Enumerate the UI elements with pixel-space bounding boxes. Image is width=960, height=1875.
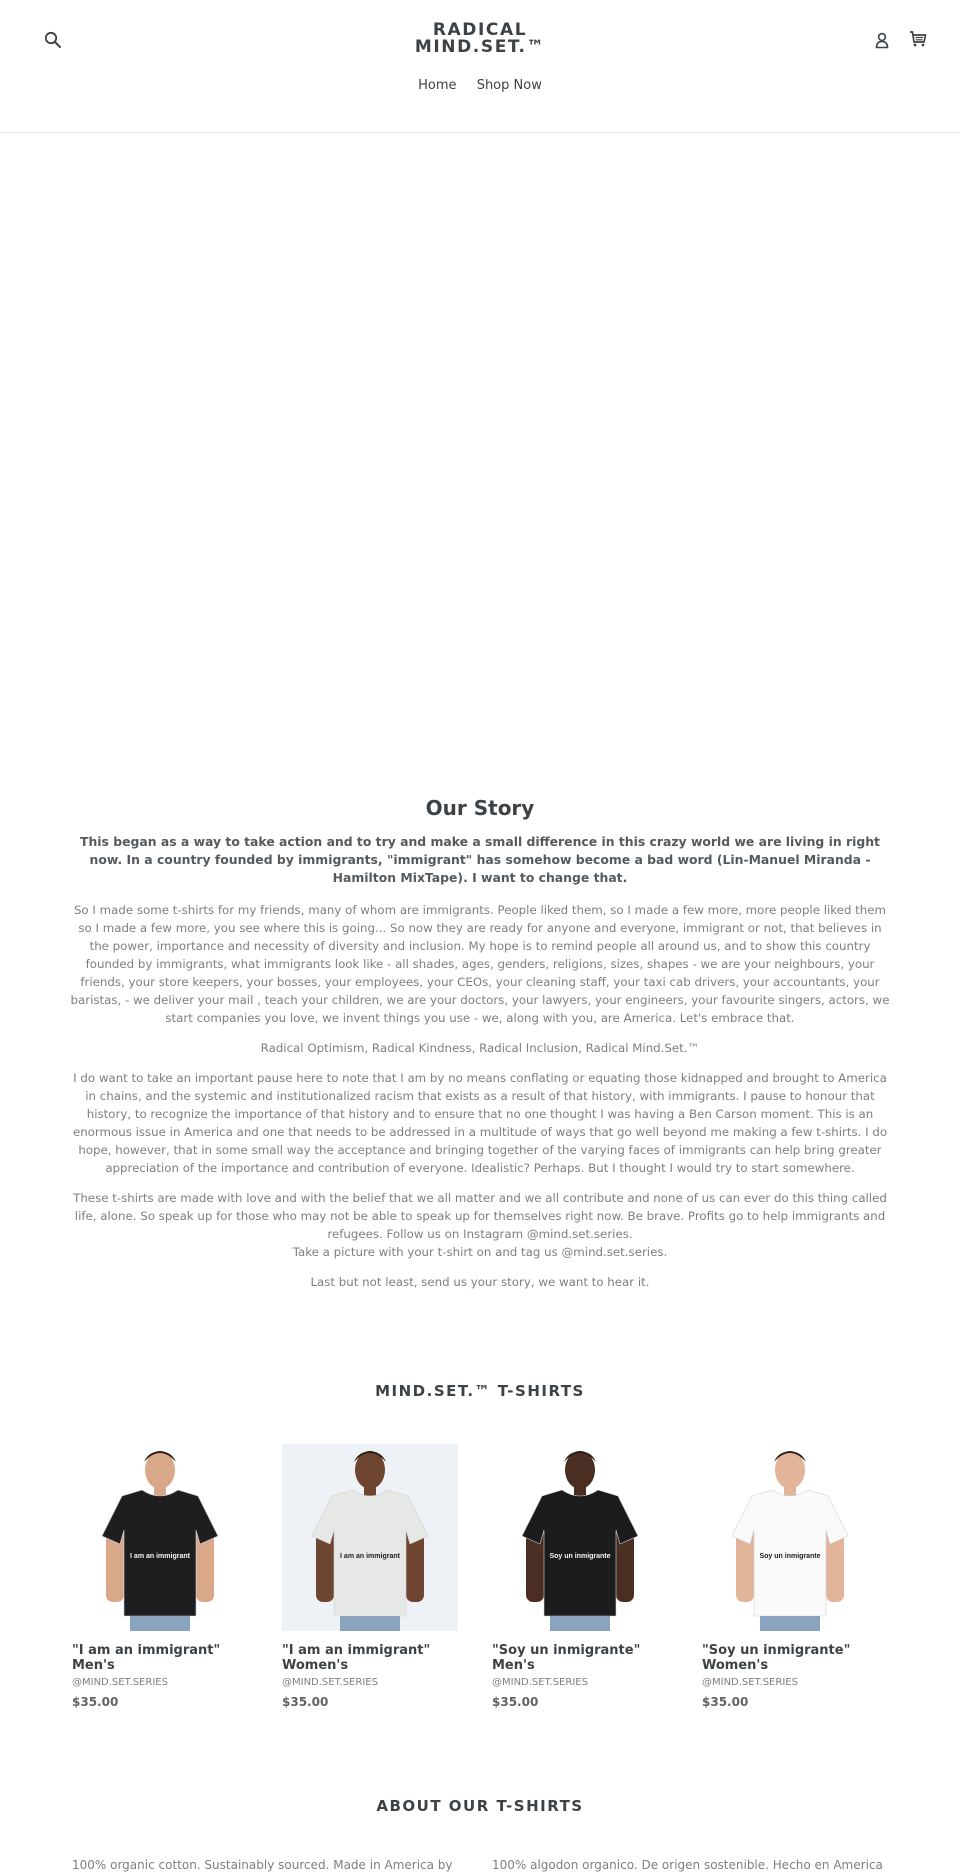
account-icon[interactable] (873, 30, 891, 50)
product-title[interactable]: "Soy un inmigrante" Men's (492, 1643, 641, 1673)
collection-title: MIND.SET.™ T-SHIRTS (375, 1382, 585, 1400)
logo-line-1: RADICAL (432, 20, 528, 40)
product-vendor: @MIND.SET.SERIES (282, 1677, 378, 1688)
product-card[interactable] (492, 1444, 682, 1709)
story-paragraph: Last but not least, send us your story, we want to hear it. (310, 1275, 650, 1289)
product-title[interactable]: "I am an immigrant" Men's (72, 1643, 221, 1673)
hero-image (0, 134, 960, 754)
tshirt-model-illustration (492, 1444, 668, 1631)
product-grid (72, 1444, 888, 1724)
shirt-print-text: I am an immigrant (340, 1553, 400, 1560)
product-image[interactable] (72, 1444, 248, 1631)
product-price: $35.00 (72, 1695, 119, 1709)
product-vendor: @MIND.SET.SERIES (72, 1677, 168, 1688)
tshirt-model-illustration (282, 1444, 458, 1631)
nav-home-link[interactable]: Home (418, 78, 457, 93)
story-text: Take a picture with your t-shirt on and tag us @mind.set.series. (292, 1245, 668, 1259)
about-text-english: 100% organic cotton. Sustainably sourced. Made in America by (72, 1858, 453, 1872)
product-card[interactable] (282, 1444, 472, 1709)
product-title[interactable]: "Soy un inmigrante" Women's (702, 1643, 851, 1673)
story-lead: This began as a way to take action and to try and make a small difference in this crazy world we are living in right now. In a country founded by immigrants, "immigrant" has somehow become a bad word (Lin-Manuel Miranda - Hamilton MixTape). I want to change that. (80, 834, 880, 885)
shirt-print-text: I am an immigrant (130, 1553, 190, 1560)
logo-line-2: MIND.SET.™ (414, 37, 546, 57)
site-logo[interactable] (0, 22, 960, 56)
main-nav (0, 78, 960, 93)
site-header (0, 0, 960, 133)
cart-icon[interactable] (908, 29, 928, 49)
product-price: $35.00 (702, 1695, 749, 1709)
shirt-print-text: Soy un inmigrante (549, 1553, 611, 1560)
shirt-print-text: Soy un inmigrante (759, 1553, 821, 1560)
product-image[interactable] (702, 1444, 878, 1631)
about-text-spanish: 100% algodon organico. De origen sostenible. Hecho en America (492, 1858, 883, 1872)
story-paragraph: I do want to take an important pause here to note that I am by no means conflating or equating those kidnapped and brought to America in chains, and the systemic and institutionalized racism that exists as a result of that history, with immigrants. I pause to honour that history, to recognize the importance of that history and to ensure that no one thought I was having a Ben Carson moment. This is an enormous issue in America and one that needs to be addressed in a multitude of ways that go well beyond me making a few t-shirts. I do hope, however, that in some small way the acceptance and bringing together of the varying faces of immigrants can help bring greater appreciation of the importance and contribution of everyone. Idealistic? Perhaps. But I thought I would try to start somewhere. (72, 1071, 888, 1175)
product-title[interactable]: "I am an immigrant" Women's (282, 1643, 431, 1673)
story-tagline: Radical Optimism, Radical Kindness, Radical Inclusion, Radical Mind.Set.™ (260, 1041, 700, 1055)
product-vendor: @MIND.SET.SERIES (702, 1677, 798, 1688)
story-paragraph: So I made some t-shirts for my friends, many of whom are immigrants. People liked them, so I made a few more, more people liked them so I made a few more, you see where this is going... So now they are ready for anyone and everyone, immigrant or not, that believes in the power, importance and necessity of diversity and inclusion. My hope is to remind people all around us, and to show this country founded by immigrants, what immigrants look like - all shades, ages, genders, religions, sizes, shapes - we are your neighbours, your friends, your store keepers, your bosses, your employees, your CEOs, your cleaning staff, your taxi cab drivers, your accountants, your baristas, - we deliver your mail , teach your children, we are your doctors, your lawyers, your engineers, your favourite singers, actors, we start companies you love, we invent things you use - we, along with you, are America. Let's embrace that. (70, 903, 890, 1025)
nav-shop-now-link[interactable]: Shop Now (476, 78, 542, 93)
tshirt-model-illustration (72, 1444, 248, 1631)
product-image[interactable] (282, 1444, 458, 1631)
product-card[interactable] (702, 1444, 892, 1709)
product-vendor: @MIND.SET.SERIES (492, 1677, 588, 1688)
our-story-section (70, 795, 890, 1303)
story-paragraph (70, 1189, 890, 1261)
product-image[interactable] (492, 1444, 668, 1631)
story-title: Our Story (425, 796, 535, 820)
tshirt-model-illustration (702, 1444, 878, 1631)
about-title: ABOUT OUR T-SHIRTS (376, 1797, 584, 1815)
story-text: These t-shirts are made with love and with the belief that we all matter and we all contribute and none of us can ever do this thing called life, alone. So speak up for those who may not be able to speak up for themselves right now. Be brave. Profits go to help immigrants and refugees. Follow us on Instagram @mind.set.series. (73, 1191, 887, 1241)
product-card[interactable] (72, 1444, 262, 1709)
product-price: $35.00 (492, 1695, 539, 1709)
product-price: $35.00 (282, 1695, 329, 1709)
